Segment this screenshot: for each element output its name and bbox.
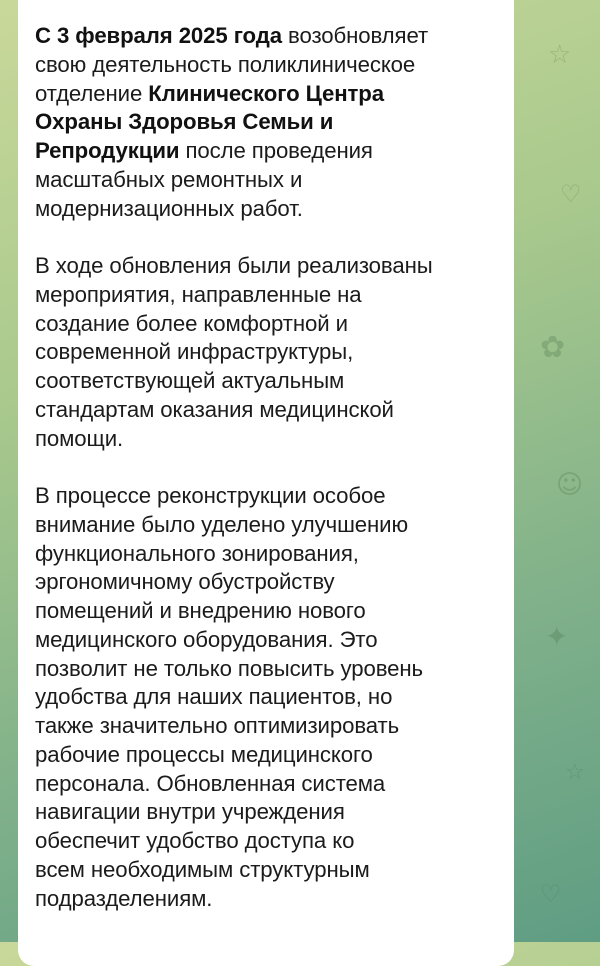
flower-doodle-icon: ✿ — [540, 330, 566, 365]
star-doodle-icon: ☆ — [548, 40, 572, 70]
star-doodle-icon: ☆ — [565, 760, 585, 785]
paragraph-1-text-b: после проведения масштабных ремонтных и модернизационных работ. — [35, 138, 373, 221]
heart-doodle-icon: ♡ — [560, 180, 582, 208]
message-paragraph-3: В процессе реконструкции особое внимание было уделено улучшению функционального зонирования, эргономичному обустройству помещений и внедрению нового медицинского оборудования. Это позволит не только повысить уровень удобства для наших пациентов, но также значительно оптимизировать рабочие процессы медицинского персонала. Обновленная система навигации внутри учреждения обеспечит удобство доступа ко всем необходимым структурным подразделениям. — [35, 483, 423, 911]
message-bubble[interactable] — [18, 0, 514, 966]
message-paragraph-1 — [35, 22, 494, 223]
heart-doodle-icon: ♡ — [540, 880, 562, 908]
date-highlight: С 3 февраля 2025 года — [35, 23, 282, 48]
message-paragraph-2: В ходе обновления были реализованы мероприятия, направленные на создание более комфортной и современной инфраструктуры, соответствующей актуальным стандартам оказания медицинской помощи. — [35, 253, 433, 451]
cat-doodle-icon: ☺ — [556, 470, 584, 500]
paragraph-1-text-a: возобновляет свою деятельность поликлиническое отделение — [35, 23, 429, 106]
paragraph-spacer — [35, 223, 494, 252]
paragraph-spacer — [35, 453, 494, 482]
sparkle-doodle-icon: ✦ — [545, 620, 569, 653]
clinic-name-highlight: Клинического Центра Охраны Здоровья Семьи и Репродукции — [35, 80, 384, 163]
